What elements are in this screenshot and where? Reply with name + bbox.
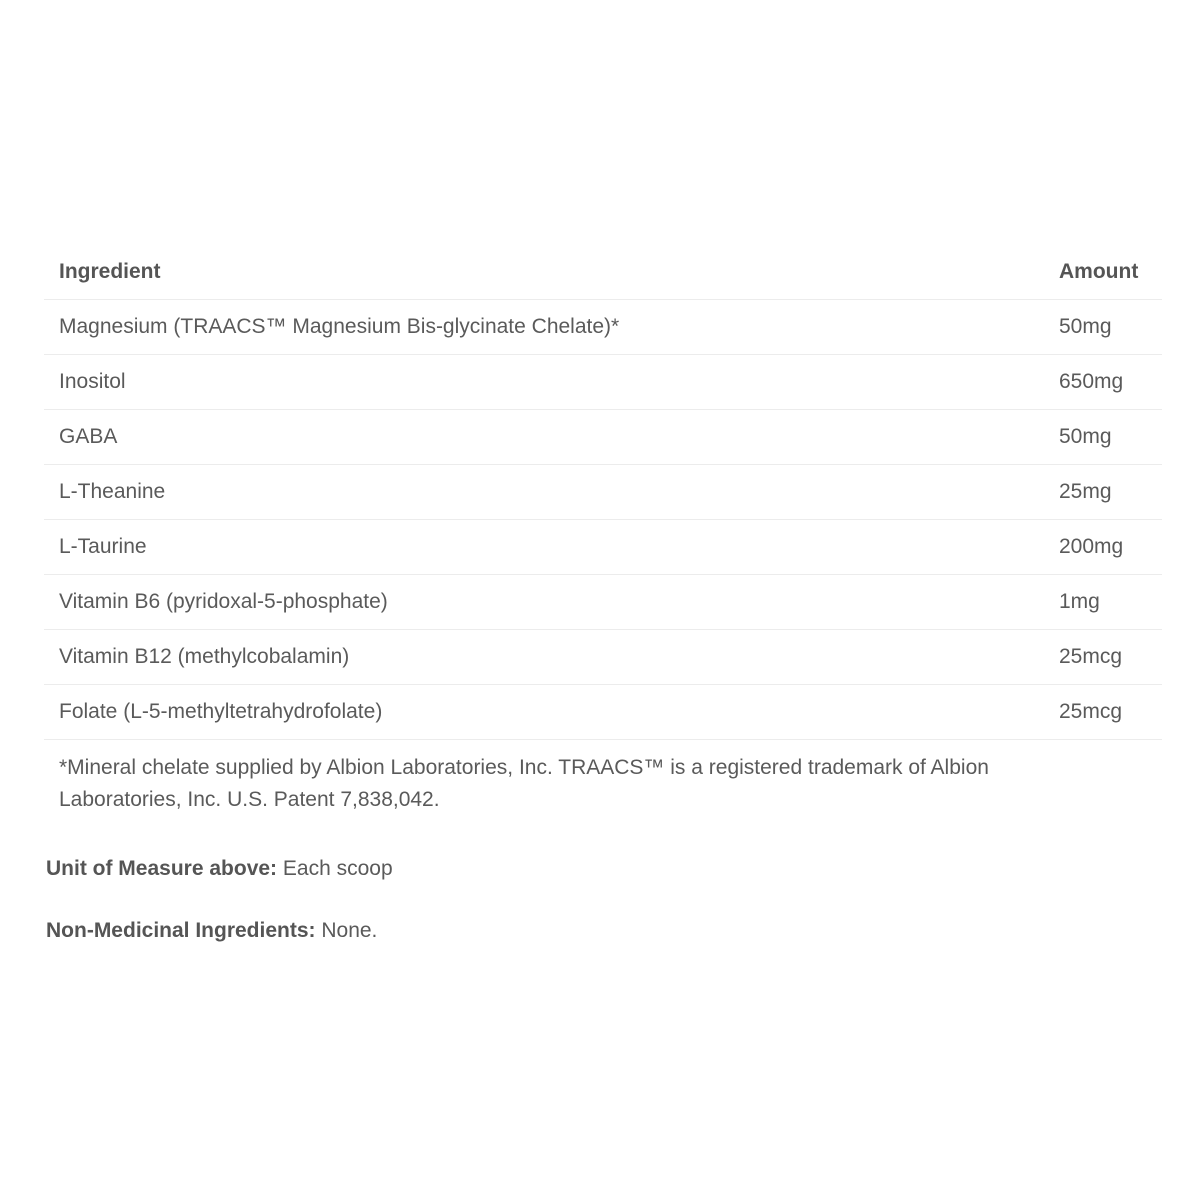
ingredient-cell: L-Taurine — [44, 520, 1044, 575]
amount-cell: 50mg — [1044, 300, 1162, 355]
ingredients-table — [44, 244, 1162, 740]
amount-cell: 25mcg — [1044, 685, 1162, 740]
ingredient-column-header: Ingredient — [44, 244, 1044, 300]
table-row — [44, 300, 1162, 355]
ingredient-cell: Folate (L-5-methyltetrahydrofolate) — [44, 685, 1044, 740]
table-row — [44, 520, 1162, 575]
amount-cell: 200mg — [1044, 520, 1162, 575]
ingredient-cell: Inositol — [44, 355, 1044, 410]
amount-cell: 50mg — [1044, 410, 1162, 465]
table-row — [44, 575, 1162, 630]
unit-of-measure-line — [46, 857, 393, 881]
unit-of-measure-value: Each scoop — [277, 857, 393, 880]
ingredient-cell: Vitamin B6 (pyridoxal-5-phosphate) — [44, 575, 1044, 630]
ingredient-cell: Magnesium (TRAACS™ Magnesium Bis-glycinate Chelate)* — [44, 300, 1044, 355]
amount-column-header: Amount — [1044, 244, 1162, 300]
amount-cell: 1mg — [1044, 575, 1162, 630]
ingredient-cell: Vitamin B12 (methylcobalamin) — [44, 630, 1044, 685]
unit-of-measure-label: Unit of Measure above: — [46, 857, 278, 880]
non-medicinal-ingredients-line — [46, 919, 377, 943]
amount-cell: 25mcg — [1044, 630, 1162, 685]
non-medicinal-value: None. — [315, 919, 378, 942]
table-row — [44, 630, 1162, 685]
ingredient-cell: GABA — [44, 410, 1044, 465]
table-row — [44, 355, 1162, 410]
amount-cell: 25mg — [1044, 465, 1162, 520]
table-row — [44, 465, 1162, 520]
ingredients-table-section — [44, 244, 1162, 816]
table-footnote: *Mineral chelate supplied by Albion Laboratories, Inc. TRAACS™ is a registered trademark of Albion Laboratories, Inc. U.S. Patent 7,838,042. — [59, 756, 989, 811]
table-row — [44, 685, 1162, 740]
table-header-row — [44, 244, 1162, 300]
amount-cell: 650mg — [1044, 355, 1162, 410]
non-medicinal-label: Non-Medicinal Ingredients: — [46, 919, 316, 942]
table-row — [44, 410, 1162, 465]
ingredient-cell: L-Theanine — [44, 465, 1044, 520]
